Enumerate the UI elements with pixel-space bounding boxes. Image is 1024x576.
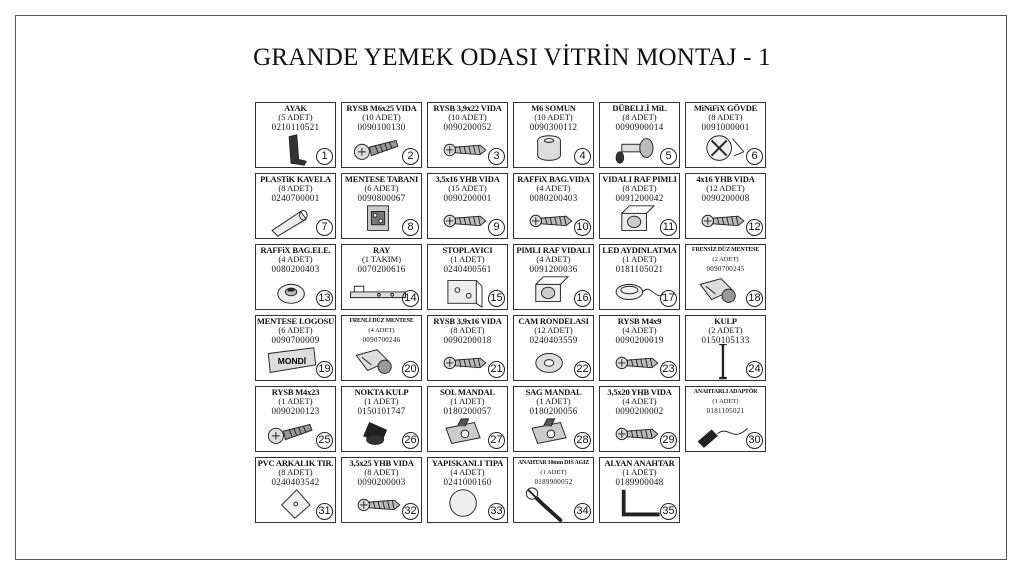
part-code: 0090200052 — [443, 122, 492, 132]
part-cell — [513, 457, 594, 523]
part-quantity: (8 ADET) — [364, 467, 399, 477]
part-cell — [255, 457, 336, 523]
part-quantity: (1 ADET) — [450, 396, 485, 406]
part-name: STOPLAYICI — [442, 245, 493, 255]
part-name: RYSB M6x25 VIDA — [346, 103, 417, 113]
minifix-icon — [694, 131, 750, 167]
allen-key-icon — [608, 486, 664, 522]
screw-icon — [694, 202, 750, 238]
washer-icon — [522, 344, 578, 380]
part-quantity: (2 ADET) — [712, 256, 739, 263]
part-quantity: (4 ADET) — [368, 327, 395, 334]
part-quantity: (12 ADET) — [706, 183, 745, 193]
part-number-badge: 27 — [488, 432, 505, 449]
part-cell — [427, 102, 508, 168]
part-name: RAY — [372, 245, 391, 255]
adapter-icon — [694, 415, 750, 451]
handle-icon — [694, 344, 750, 380]
pvc-clip-icon — [264, 486, 320, 522]
part-cell — [685, 315, 766, 381]
part-code: 0181105021 — [615, 264, 664, 274]
part-number-badge: 7 — [316, 219, 333, 236]
part-name: ALYAN ANAHTAR — [604, 458, 675, 468]
part-number-badge: 16 — [574, 290, 591, 307]
part-name: YAPISKANLI TIPA — [431, 458, 504, 468]
shelf-pin-icon — [522, 273, 578, 309]
part-code: 0181105021 — [706, 407, 745, 415]
part-quantity: (6 ADET) — [278, 325, 313, 335]
part-quantity: (10 ADET) — [534, 112, 573, 122]
part-code: 0090700245 — [706, 265, 745, 273]
part-name: ANAHTAR 10mm DIS AGIZ — [517, 460, 590, 466]
part-code: 0090200018 — [443, 335, 492, 345]
part-name: SOL MANDAL — [440, 387, 495, 397]
part-code: 0090800067 — [357, 193, 406, 203]
part-code: 0090200123 — [271, 406, 320, 416]
stopper-icon — [436, 273, 492, 309]
part-code: 0090700246 — [362, 336, 401, 344]
part-number-badge: 34 — [574, 503, 591, 520]
part-code: 0150105133 — [701, 335, 750, 345]
part-code: 0090300112 — [529, 122, 578, 132]
part-quantity: (4 ADET) — [536, 254, 571, 264]
part-quantity: (2 ADET) — [708, 325, 743, 335]
part-cell — [341, 244, 422, 310]
part-name: RYSB M4x23 — [271, 387, 320, 397]
screw-icon — [436, 344, 492, 380]
latch-icon — [436, 415, 492, 451]
part-name: RYSB 3,9x16 VIDA — [433, 316, 502, 326]
part-quantity: (8 ADET) — [278, 467, 313, 477]
part-quantity: (1 ADET) — [540, 469, 567, 476]
part-cell — [427, 173, 508, 239]
part-cell — [341, 386, 422, 452]
part-quantity: (6 ADET) — [364, 183, 399, 193]
part-cell — [427, 315, 508, 381]
part-name: MiNiFiX GÖVDE — [693, 103, 758, 113]
part-cell — [685, 386, 766, 452]
part-quantity: (8 ADET) — [622, 112, 657, 122]
hinge-icon — [350, 344, 406, 380]
part-cell — [255, 173, 336, 239]
part-name: RAFFiX BAG.ELE. — [260, 245, 331, 255]
part-number-badge: 14 — [402, 290, 419, 307]
part-number-badge: 18 — [746, 290, 763, 307]
part-name: 3,5x20 YHB VIDA — [607, 387, 672, 397]
part-quantity: (1 ADET) — [536, 396, 571, 406]
part-number-badge: 4 — [574, 148, 591, 165]
adhesive-cap-icon — [436, 486, 492, 522]
latch-icon — [522, 415, 578, 451]
part-code: 0189900048 — [615, 477, 664, 487]
part-name: FRENSİZ DÜZ MENTESE — [691, 247, 760, 253]
dowel-pin-icon — [608, 131, 664, 167]
part-name: SAG MANDAL — [525, 387, 582, 397]
part-code: 0180200056 — [529, 406, 578, 416]
plastic-dowel-icon — [264, 202, 320, 238]
part-quantity: (1 ADET) — [622, 254, 657, 264]
part-name: ANAHTARLI ADAPTÖR — [693, 389, 758, 395]
part-quantity: (4 ADET) — [536, 183, 571, 193]
part-quantity: (4 ADET) — [622, 325, 657, 335]
part-cell — [599, 173, 680, 239]
part-cell — [599, 386, 680, 452]
logo-plate-icon — [264, 344, 320, 380]
part-code: 0090200002 — [615, 406, 664, 416]
part-code: 0150101747 — [357, 406, 406, 416]
part-number-badge: 3 — [488, 148, 505, 165]
shelf-pin-icon — [608, 202, 664, 238]
screw-icon — [436, 131, 492, 167]
part-name: NOKTA KULP — [354, 387, 409, 397]
part-number-badge: 2 — [402, 148, 419, 165]
part-quantity: (4 ADET) — [622, 396, 657, 406]
part-cell — [427, 244, 508, 310]
part-quantity: (12 ADET) — [534, 325, 573, 335]
part-number-badge: 20 — [402, 361, 419, 378]
knob-icon — [350, 415, 406, 451]
part-code: 0240400561 — [443, 264, 492, 274]
part-number-badge: 1 — [316, 148, 333, 165]
part-cell — [427, 386, 508, 452]
screw-icon — [436, 202, 492, 238]
part-name: VIDALI RAF PIMLI — [602, 174, 677, 184]
part-code: 0189900052 — [534, 478, 573, 486]
part-code: 0091200042 — [615, 193, 664, 203]
part-number-badge: 10 — [574, 219, 591, 236]
part-cell — [685, 173, 766, 239]
part-cell — [255, 102, 336, 168]
part-name: KULP — [714, 316, 737, 326]
part-number-badge: 11 — [660, 219, 677, 236]
part-code: 0091000001 — [701, 122, 750, 132]
part-quantity: (4 ADET) — [450, 467, 485, 477]
part-number-badge: 25 — [316, 432, 333, 449]
part-number-badge: 5 — [660, 148, 677, 165]
hinge-icon — [694, 273, 750, 309]
part-name: MENTESE TABANI — [344, 174, 419, 184]
part-code: 0090200019 — [615, 335, 664, 345]
part-cell — [685, 244, 766, 310]
part-code: 0090200008 — [701, 193, 750, 203]
part-quantity: (1 TAKIM) — [361, 254, 402, 264]
screw-icon — [608, 344, 664, 380]
part-quantity: (4 ADET) — [278, 254, 313, 264]
part-number-badge: 32 — [402, 503, 419, 520]
part-number-badge: 12 — [746, 219, 763, 236]
screw-icon — [608, 415, 664, 451]
part-cell — [513, 386, 594, 452]
part-code: 0090700009 — [271, 335, 320, 345]
part-quantity: (1 ADET) — [622, 467, 657, 477]
part-code: 0090100130 — [357, 122, 406, 132]
part-cell — [685, 102, 766, 168]
part-name: AYAK — [284, 103, 307, 113]
part-number-badge: 22 — [574, 361, 591, 378]
part-code: 0240700001 — [271, 193, 320, 203]
part-cell — [255, 386, 336, 452]
part-cell — [513, 244, 594, 310]
part-name: PVC ARKALIK TIR. — [257, 458, 334, 468]
part-number-badge: 29 — [660, 432, 677, 449]
part-name: 3,5x16 YHB VIDA — [435, 174, 500, 184]
part-quantity: (10 ADET) — [448, 112, 487, 122]
part-code: 0090200001 — [443, 193, 492, 203]
part-cell — [255, 244, 336, 310]
part-name: RYSB M4x9 — [617, 316, 662, 326]
part-quantity: (10 ADET) — [362, 112, 401, 122]
part-name: RYSB 3,9x22 VIDA — [433, 103, 502, 113]
part-quantity: (15 ADET) — [448, 183, 487, 193]
part-code: 0240403542 — [271, 477, 320, 487]
raffix-icon — [264, 273, 320, 309]
nut-icon — [522, 131, 578, 167]
part-code: 0241000160 — [443, 477, 492, 487]
logo-plate-label: MONDİ — [277, 355, 307, 366]
part-cell — [513, 315, 594, 381]
part-number-badge: 30 — [746, 432, 763, 449]
part-name: M6 SOMUN — [531, 103, 576, 113]
part-cell — [255, 315, 336, 381]
part-cell — [513, 173, 594, 239]
part-number-badge: 17 — [660, 290, 677, 307]
part-quantity: (1 ADET) — [364, 396, 399, 406]
hinge-base-icon — [350, 202, 406, 238]
leg-icon — [264, 131, 320, 167]
part-number-badge: 13 — [316, 290, 333, 307]
part-quantity: (8 ADET) — [450, 325, 485, 335]
part-number-badge: 9 — [488, 219, 505, 236]
machine-screw-icon — [264, 415, 320, 451]
part-code: 0091200036 — [529, 264, 578, 274]
part-number-badge: 26 — [402, 432, 419, 449]
part-number-badge: 6 — [746, 148, 763, 165]
part-name: CAM RONDELASI — [518, 316, 589, 326]
part-number-badge: 21 — [488, 361, 505, 378]
part-code: 0080200403 — [271, 264, 320, 274]
part-number-badge: 19 — [316, 361, 333, 378]
part-quantity: (1 ADET) — [278, 396, 313, 406]
part-name: 3,5x25 YHB VIDA — [349, 458, 414, 468]
part-cell — [341, 173, 422, 239]
part-name: FRENLİ DÜZ MENTESE — [349, 318, 414, 324]
part-name: MENTESE LOGOSU — [256, 316, 335, 326]
part-name: PLASTiK KAVELA — [260, 174, 331, 184]
part-number-badge: 23 — [660, 361, 677, 378]
part-name: LED AYDINLATMA — [602, 245, 677, 255]
rail-icon — [350, 273, 406, 309]
led-light-icon — [608, 273, 664, 309]
part-cell — [341, 315, 422, 381]
part-name: 4x16 YHB VIDA — [696, 174, 755, 184]
part-quantity: (8 ADET) — [708, 112, 743, 122]
part-quantity: (8 ADET) — [622, 183, 657, 193]
part-code: 0070200616 — [357, 264, 406, 274]
part-quantity: (1 ADET) — [450, 254, 485, 264]
part-cell — [599, 315, 680, 381]
part-number-badge: 33 — [488, 503, 505, 520]
part-number-badge: 24 — [746, 361, 763, 378]
part-quantity: (5 ADET) — [278, 112, 313, 122]
part-code: 0210110521 — [271, 122, 320, 132]
part-code: 0080200403 — [529, 193, 578, 203]
parts-grid — [255, 102, 766, 523]
part-quantity: (1 ADET) — [712, 398, 739, 405]
part-name: PIMLI RAF VIDALI — [516, 245, 591, 255]
part-number-badge: 28 — [574, 432, 591, 449]
part-cell — [599, 102, 680, 168]
part-code: 0180200057 — [443, 406, 492, 416]
part-cell — [513, 102, 594, 168]
part-name: DÜBELLİ MiL — [612, 103, 667, 113]
page-title: GRANDE YEMEK ODASI VİTRİN MONTAJ - 1 — [253, 44, 771, 71]
part-cell — [341, 457, 422, 523]
wrench-icon — [522, 486, 578, 522]
part-cell — [599, 457, 680, 523]
screw-icon — [350, 486, 406, 522]
part-number-badge: 15 — [488, 290, 505, 307]
part-code: 0240403559 — [529, 335, 578, 345]
part-quantity: (8 ADET) — [278, 183, 313, 193]
part-cell — [427, 457, 508, 523]
machine-screw-icon — [350, 131, 406, 167]
part-name: RAFFiX BAG.VIDA — [517, 174, 590, 184]
screw-icon — [522, 202, 578, 238]
part-number-badge: 8 — [402, 219, 419, 236]
part-cell — [599, 244, 680, 310]
part-code: 0090900014 — [615, 122, 664, 132]
part-cell — [341, 102, 422, 168]
part-number-badge: 31 — [316, 503, 333, 520]
part-number-badge: 35 — [660, 503, 677, 520]
part-code: 0090200003 — [357, 477, 406, 487]
